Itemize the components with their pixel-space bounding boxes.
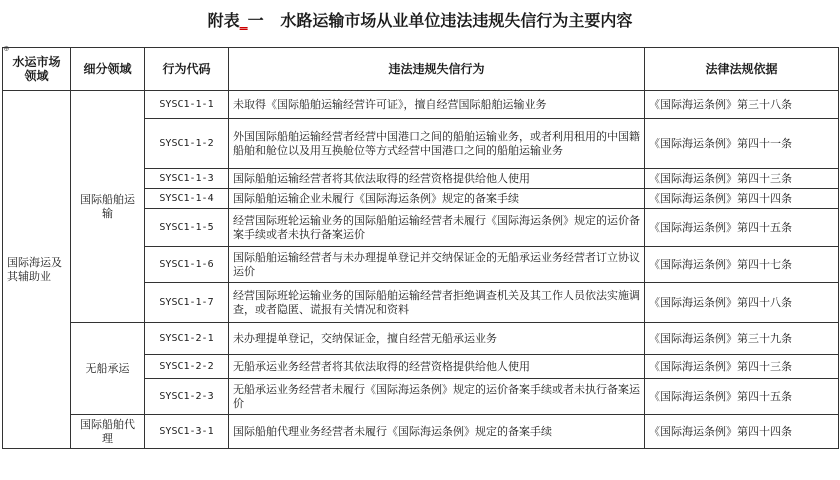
table-anchor-icon: ⊕ bbox=[3, 44, 10, 53]
behavior-cell: 经营国际班轮运输业务的国际船舶运输经营者拒绝调查机关及其工作人员依法实施调查，或者隐匿、谎报有关情况和资料 bbox=[229, 283, 645, 323]
behavior-cell: 无船承运业务经营者未履行《国际海运条例》规定的运价备案手续或者未执行备案运价 bbox=[229, 379, 645, 415]
header-domain: 水运市场领域 bbox=[3, 48, 71, 91]
header-law: 法律法规依据 bbox=[645, 48, 839, 91]
table-row bbox=[3, 91, 839, 119]
title-prefix: 附表 bbox=[207, 11, 240, 30]
header-subdomain: 细分领域 bbox=[71, 48, 145, 91]
code-cell: SYSC1-1-1 bbox=[145, 91, 229, 119]
behavior-cell: 经营国际班轮运输业务的国际船舶运输经营者未履行《国际海运条例》规定的运价备案手续或者未执行备案运价 bbox=[229, 209, 645, 247]
behavior-cell: 外国国际船舶运输经营者经营中国港口之间的船舶运输业务，或者利用租用的中国籍船舶和舱位以及用互换舱位等方式经营中国港口之间的船舶运输业务 bbox=[229, 119, 645, 169]
law-cell: 《国际海运条例》第四十三条 bbox=[645, 169, 839, 189]
code-cell: SYSC1-2-2 bbox=[145, 355, 229, 379]
behavior-cell: 国际船舶运输经营者与未办理提单登记并交纳保证金的无船承运业务经营者订立协议运价 bbox=[229, 247, 645, 283]
subdomain-nvocc: 无船承运 bbox=[71, 323, 145, 415]
code-cell: SYSC1-2-3 bbox=[145, 379, 229, 415]
behavior-cell: 未办理提单登记，交纳保证金，擅自经营无船承运业务 bbox=[229, 323, 645, 355]
header-code: 行为代码 bbox=[145, 48, 229, 91]
code-cell: SYSC1-1-5 bbox=[145, 209, 229, 247]
behavior-cell: 国际船舶运输经营者将其依法取得的经营资格提供给他人使用 bbox=[229, 169, 645, 189]
code-cell: SYSC1-1-3 bbox=[145, 169, 229, 189]
law-cell: 《国际海运条例》第四十四条 bbox=[645, 415, 839, 449]
behavior-cell: 无船承运业务经营者将其依法取得的经营资格提供给他人使用 bbox=[229, 355, 645, 379]
law-cell: 《国际海运条例》第三十九条 bbox=[645, 323, 839, 355]
law-cell: 《国际海运条例》第四十一条 bbox=[645, 119, 839, 169]
law-cell: 《国际海运条例》第四十五条 bbox=[645, 209, 839, 247]
behavior-cell: 国际船舶运输企业未履行《国际海运条例》规定的备案手续 bbox=[229, 189, 645, 209]
table-row bbox=[3, 415, 839, 449]
code-cell: SYSC1-1-7 bbox=[145, 283, 229, 323]
law-cell: 《国际海运条例》第四十三条 bbox=[645, 355, 839, 379]
code-cell: SYSC1-1-4 bbox=[145, 189, 229, 209]
behavior-cell: 未取得《国际船舶运输经营许可证》，擅自经营国际船舶运输业务 bbox=[229, 91, 645, 119]
subdomain-shipping: 国际船舶运输 bbox=[71, 91, 145, 323]
law-cell: 《国际海运条例》第三十八条 bbox=[645, 91, 839, 119]
title-dash: 一 bbox=[247, 11, 264, 30]
code-cell: SYSC1-1-6 bbox=[145, 247, 229, 283]
title-mark: _ bbox=[239, 11, 248, 30]
domain-cell: 国际海运及其辅助业 bbox=[3, 91, 71, 449]
violations-table bbox=[2, 47, 839, 449]
title-main: 水路运输市场从业单位违法违规失信行为主要内容 bbox=[280, 11, 633, 30]
code-cell: SYSC1-3-1 bbox=[145, 415, 229, 449]
table-header-row bbox=[3, 48, 839, 91]
header-behavior: 违法违规失信行为 bbox=[229, 48, 645, 91]
law-cell: 《国际海运条例》第四十五条 bbox=[645, 379, 839, 415]
code-cell: SYSC1-2-1 bbox=[145, 323, 229, 355]
subdomain-agency: 国际船舶代理 bbox=[71, 415, 145, 449]
behavior-cell: 国际船舶代理业务经营者未履行《国际海运条例》规定的备案手续 bbox=[229, 415, 645, 449]
law-cell: 《国际海运条例》第四十四条 bbox=[645, 189, 839, 209]
table-row bbox=[3, 323, 839, 355]
law-cell: 《国际海运条例》第四十七条 bbox=[645, 247, 839, 283]
code-cell: SYSC1-1-2 bbox=[145, 119, 229, 169]
law-cell: 《国际海运条例》第四十八条 bbox=[645, 283, 839, 323]
document-title bbox=[0, 8, 840, 31]
